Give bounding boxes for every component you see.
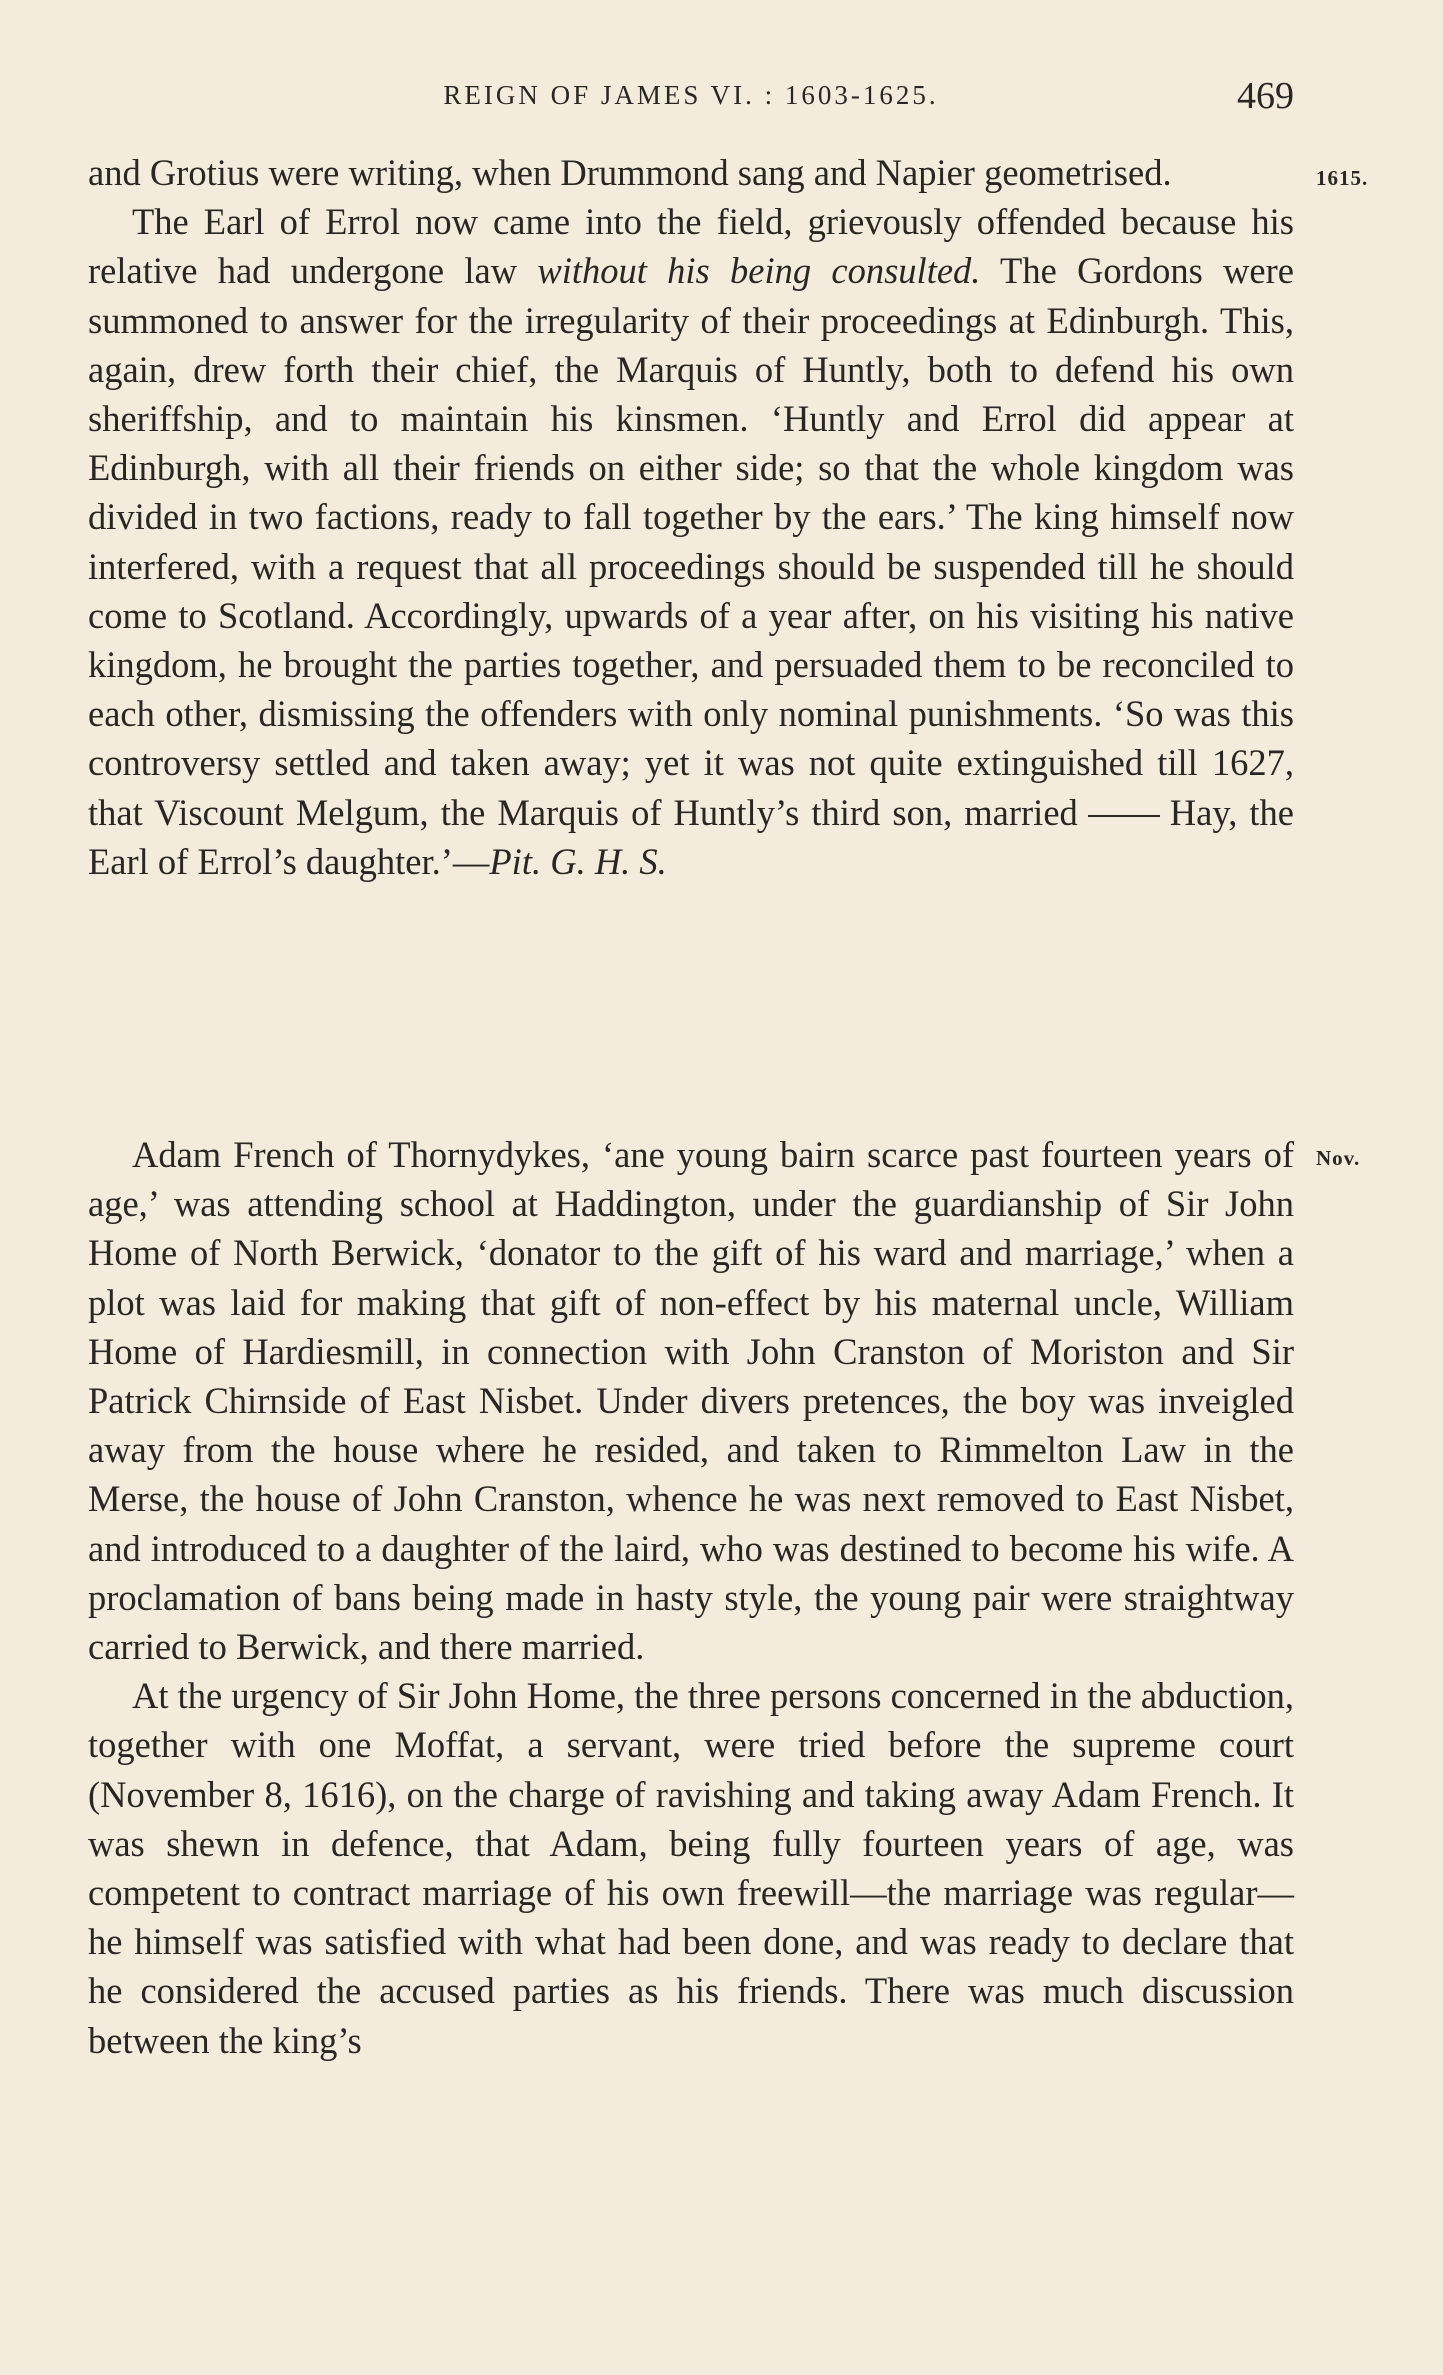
- paragraph-trial: At the urgency of Sir John Home, the three persons concerned in the abduction, together with one Moffat, a servant, were tried before the supreme court (November 8, 1616), on the charge of ravishing and taking away Adam French. It was shewn in defence, that Adam, being fully fourteen years of age, was competent to contract marriage of his own freewill—the marriage was regular—he himself was satisfied with what had been done, and was ready to declare that he considered the accused parties as his friends. There was much discussion between the king’s: [88, 1675, 1294, 2061]
- paragraph-adam-french: Adam French of Thornydykes, ‘ane young bairn scarce past fourteen years of age,’ was attending school at Haddington, under the guardianship of Sir John Home of North Berwick, ‘donator to the gift of his ward and marriage,’ when a plot was laid for making that gift of non-effect by his maternal uncle, William Home of Hardiesmill, in connection with John Cranston of Moriston and Sir Patrick Chirnside of East Nisbet. Under divers pretences, the boy was inveigled away from the house where he resided, and taken to Rimmelton Law in the Merse, the house of John Cranston, whence he was next removed to East Nisbet, and introduced to a daughter of the laird, who was destined to become his wife. A proclamation of bans being made in hasty style, the young pair were straightway carried to Berwick, and there married.: [88, 1134, 1294, 1668]
- emphasis-text: without his being consulted.: [537, 250, 981, 292]
- section-adam-french: [88, 1130, 1294, 2065]
- margin-note-month: Nov.: [1316, 1146, 1361, 1170]
- section-errol-huntly: [88, 148, 1294, 886]
- running-head-title: REIGN OF JAMES VI. : 1603-1625.: [443, 80, 939, 110]
- text-run: The Earl of Errol now came into the field, grievously offended because his relative had undergone law: [88, 201, 1294, 292]
- paragraph-errol: [88, 197, 1294, 886]
- running-head: [88, 74, 1294, 126]
- paragraph-continuation: and Grotius were writing, when Drummond sang and Napier geometrised.: [88, 152, 1172, 193]
- omitted-name-rule: [1088, 815, 1160, 817]
- citation: Pit. G. H. S.: [489, 840, 667, 882]
- margin-note-year: 1615.: [1316, 166, 1369, 190]
- text-run: The Gordons were summoned to answer for the irregularity of their proceedings at Edinburgh. This, again, drew forth their chief, the Marquis of Huntly, both to defend his own sheriffship, and to maintain his kinsmen. ‘Huntly and Errol did appear at Edinburgh, with all their friends on either side; so that the whole kingdom was divided in two factions, ready to fall together by the ears.’ The king himself now interfered, with a request that all proceedings should be suspended till he should come to Scotland. Accordingly, upwards of a year after, on his visiting his native kingdom, he brought the parties together, and persuaded them to be reconciled to each other, dismissing the offenders with only nominal punishments. ‘So was this controversy settled and taken away; yet it was not quite extinguished till 1627, that Viscount Melgum, the Marquis of Huntly’s third son, married: [88, 250, 1294, 833]
- text-run: Hay, the Earl of Errol’s daughter.’—: [88, 791, 1294, 882]
- page-number: 469: [1237, 75, 1294, 117]
